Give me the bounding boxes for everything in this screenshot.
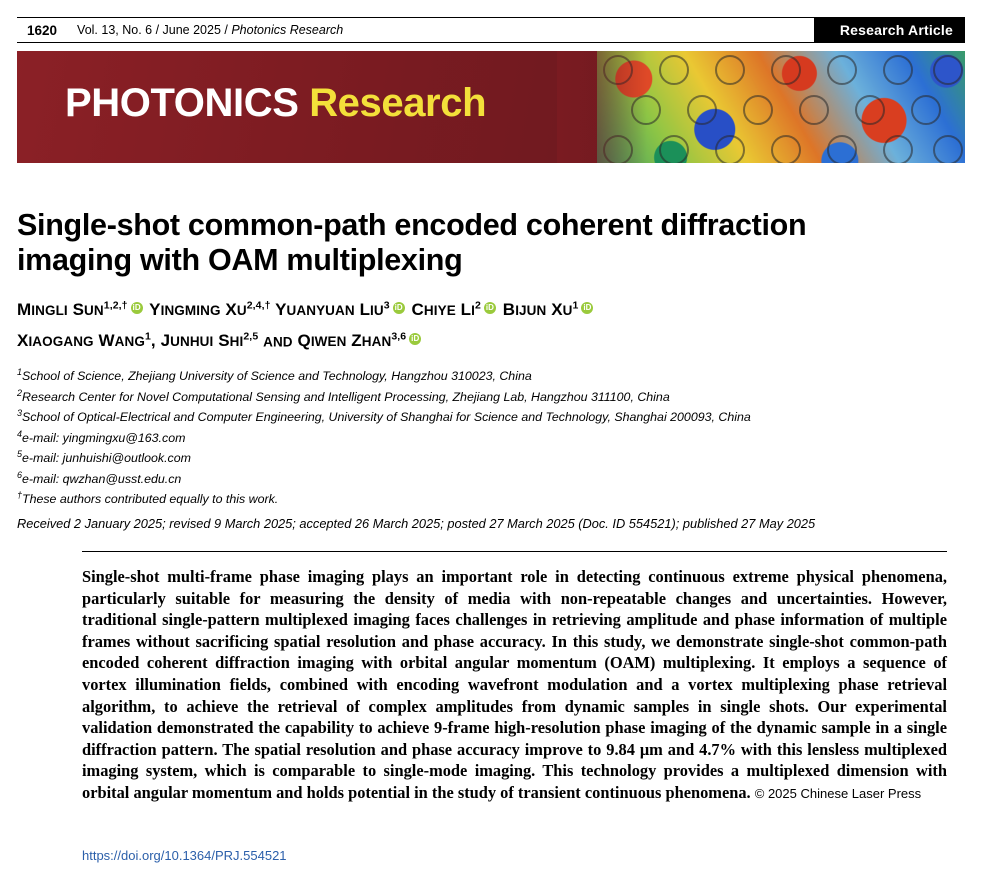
article-type-badge: Research Article <box>814 18 965 42</box>
affiliation-item: $^5$e-mail: junhuishi@outlook.com <box>17 449 191 466</box>
orcid-icon[interactable] <box>131 302 143 314</box>
journal-logo-research: Research <box>309 81 487 125</box>
author-item: BIJUN $XU^1iD$ <box>503 300 596 319</box>
running-head-left <box>17 18 814 42</box>
page-title: Single-shot common-path encoded coherent diffraction imaging with OAM multiplexing <box>17 208 807 278</box>
publication-history: Received 2 January 2025; revised 9 March 2025; accepted 26 March 2025; posted 27 March 2025 (Doc. ID 554521); published 27 May 2025 <box>17 516 816 531</box>
banner-artwork <box>597 51 965 163</box>
author-item: MINGLI $SUN^{1,2,\dagger}$ iD <box>17 300 145 319</box>
affiliation-item: $^4$e-mail: yingmingxu@163.com <box>17 428 186 445</box>
affiliation-item: †These authors contributed equally to this work. <box>17 490 279 507</box>
banner-artwork-dots <box>597 51 965 163</box>
journal-logo <box>65 81 486 126</box>
running-head <box>17 17 965 43</box>
affiliation-item: $^2$Research Center for Novel Computational Sensing and Intelligent Processing, Zhejiang Lab, Hangzhou 311100, China <box>17 387 670 404</box>
author-item: YINGMING $XU^{2,4,\dagger}$ <box>149 299 271 319</box>
author-item: JUNHUI SHI$^{2,5}$ <box>160 330 259 351</box>
page-number: 1620 <box>27 22 58 38</box>
orcid-icon[interactable] <box>581 302 593 314</box>
journal-logo-photonics: PHOTONICS <box>65 81 310 125</box>
affiliation-item: $^3$School of Optical-Electrical and Computer Engineering, University of Shanghai for Science and Technology, Shanghai 200093, China <box>17 408 751 425</box>
copyright-notice: © 2025 Chinese Laser Press <box>754 785 922 801</box>
abstract-text: Single-shot multi-frame phase imaging plays an important role in detecting continuous extreme physical phenomena, particularly suitable for measuring the density of media with non-repeatable changes and uncertainties. However, traditional single-pattern multiplexed imaging faces challenges in retrieving amplitude and phase information of multiple frames without sacrificing spatial resolution and phase accuracy. In this study, we demonstrate single-shot common-path encoded coherent diffraction imaging with orbital angular momentum (OAM) multiplexing. It employs a sequence of vortex illumination fields, combined with encoding wavefront modulation and a vortex multiplexing phase retrieval algorithm, to achieve the retrieval of complex amplitudes from dynamic samples in single shots. Our experimental validation demonstrated the capability to achieve 9-frame high-resolution phase imaging of the dynamic sample in a single diffraction pattern. The spatial resolution and phase accuracy improve to 9.84 μm and 4.7% with this lensless multiplexed imaging system, which is comparable to single-mode imaging. This technology provides a multiplexed dimension with orbital angular momentum and holds potential in the study of transient continuous phenomena. <box>82 567 947 802</box>
citation-journal: Photonics Research <box>231 23 344 37</box>
abstract-divider <box>82 551 947 552</box>
orcid-icon[interactable] <box>484 302 496 314</box>
author-item: CHIYE $LI^2$ iD <box>412 300 498 319</box>
author-item: YUANYUAN LIU$^3$ iD <box>275 300 407 319</box>
author-item: QIWEN ZHAN$^{3,6}$iD <box>297 331 423 350</box>
doi-anchor[interactable]: https://doi.org/10.1364/PRJ.554521 <box>82 848 287 863</box>
doi-link[interactable] <box>82 848 287 863</box>
journal-banner <box>17 51 965 163</box>
orcid-icon[interactable] <box>409 333 421 345</box>
affiliation-item: $^1$School of Science, Zhejiang University of Science and Technology, Hangzhou 310023, China <box>17 367 532 384</box>
abstract <box>82 566 947 805</box>
journal-citation <box>77 23 343 37</box>
banner-gradient <box>557 51 647 163</box>
orcid-icon[interactable] <box>393 302 405 314</box>
affiliation-list <box>17 364 817 508</box>
citation-prefix: Vol. 13, No. 6 / June 2025 / <box>77 23 232 37</box>
affiliation-item: $^6$e-mail: qwzhan@usst.edu.cn <box>17 469 182 486</box>
author-list <box>17 292 947 355</box>
author-connector: AND <box>263 334 293 350</box>
author-item: XIAOGANG WANG$^1$, <box>17 330 156 351</box>
